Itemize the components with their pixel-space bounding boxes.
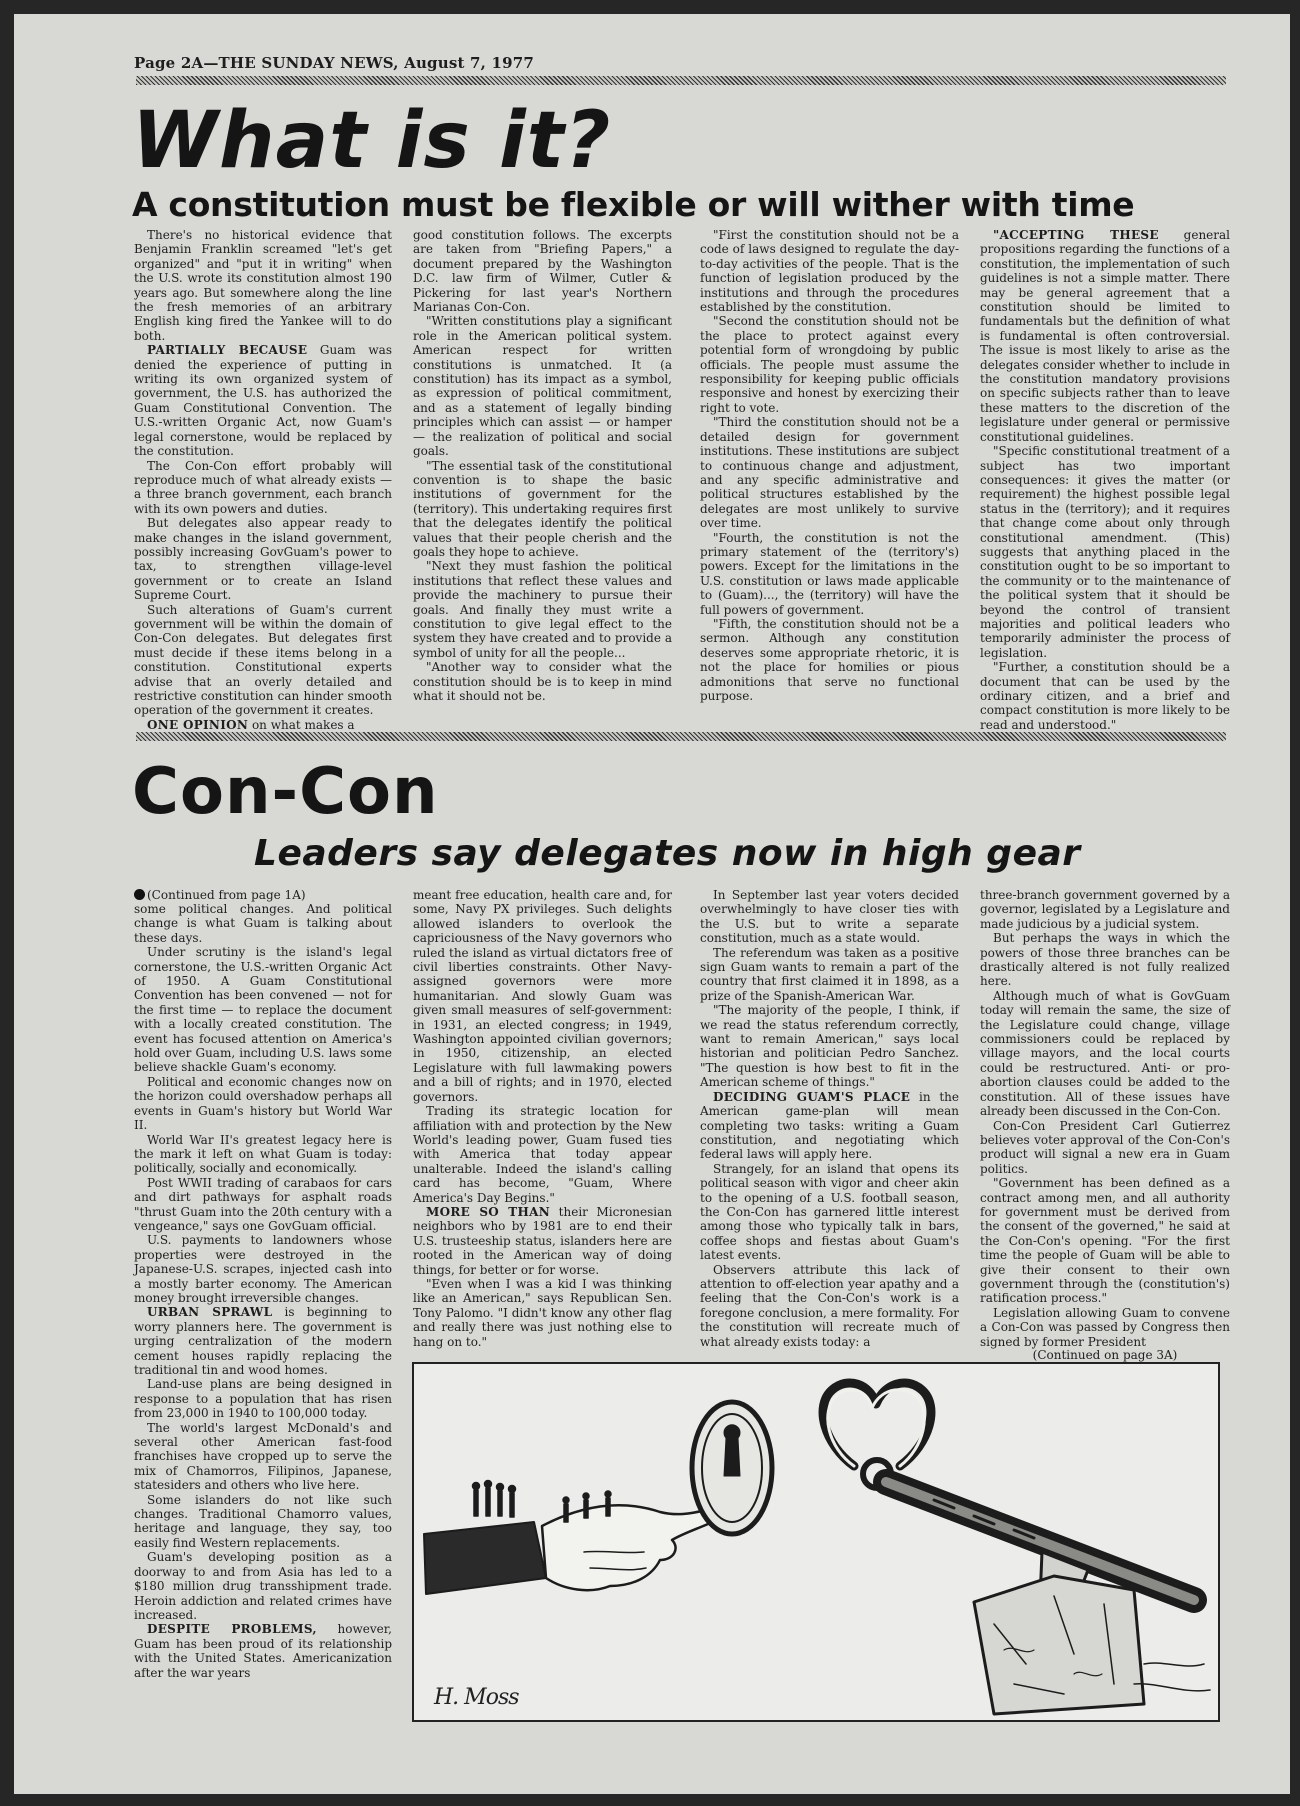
page-folio: Page 2A—THE SUNDAY NEWS, August 7, 1977 (134, 54, 535, 72)
article-paragraph (134, 516, 392, 602)
article-paragraph (134, 1550, 392, 1622)
paragraph-text: "Next they must fashion the political institutions that reflect these values and provide the machinery to pursue their goals. And finally they must write a constitution to give legal effect to the system they have created and to provide a symbol of unity for all the people... (413, 559, 672, 660)
paragraph-text: "Written constitutions play a significant role in the American political system. American respect for written constitutions is unmatched. It (a constitution) has its impact as a symbol, as expression of political commitment, and as a statement of legally binding principles which can assist — or hamper — the realization of political and social goals. (413, 314, 672, 459)
article-paragraph (980, 1176, 1230, 1306)
paragraph-text: In September last year voters decided overwhelmingly to have closer ties with the U.S. but to write a separate constitution, much as a state would. (700, 888, 959, 946)
paragraph-text: Such alterations of Guam's current government will be within the domain of Con-Con delegates. But delegates first must decide if these items belong in a constitution. Constitutional experts advise that an overly detailed and restrictive constitution can hinder smooth operation of the government it creates. (134, 602, 392, 718)
article-paragraph (700, 531, 959, 617)
paragraph-lead-in: DESPITE PROBLEMS, (147, 1622, 317, 1637)
article-paragraph (134, 1421, 392, 1493)
paragraph-text: "Third the constitution should not be a detailed design for government institutions. These institutions are subject to continuous change and adjustment, and any specific administrative and political structures established by the delegates are most unlikely to survive over time. (700, 415, 959, 531)
article-paragraph (700, 314, 959, 415)
paragraph-lead-in: PARTIALLY BECAUSE (147, 343, 308, 358)
article-paragraph (700, 1003, 959, 1089)
article-paragraph (134, 1305, 392, 1377)
article-paragraph (134, 1233, 392, 1305)
article-paragraph (700, 946, 959, 1004)
article-paragraph (700, 888, 959, 946)
editorial-cartoon (412, 1362, 1220, 1722)
story2-deck: Leaders say delegates now in high gear (254, 833, 1081, 874)
article-paragraph (700, 228, 959, 314)
paragraph-text: in the American game-plan will mean completing two tasks: writing a Guam constitution, and negotiating which federal laws will apply here. (700, 1089, 959, 1162)
article-paragraph (134, 1377, 392, 1420)
paragraph-text: Trading its strategic location for affiliation with and protection by the New World's leading power, Guam fused ties with America that today appear unalterable. Indeed the island's calling card has become, "Guam, Where America's Day Begins." (413, 1104, 672, 1205)
paragraph-text: their Micronesian neighbors who by 1981 are to end their U.S. trusteeship status, islanders here are rooted in the American way of doing things, for better or for worse. (413, 1204, 673, 1277)
paragraph-lead-in: MORE SO THAN (426, 1204, 551, 1219)
paragraph-text: Observers attribute this lack of attention to off-election year apathy and a feeling that the Con-Con's work is a foregone conclusion, a mere formality. For the constitution will recreate much of what already exists today: a (700, 1262, 959, 1349)
article-paragraph (413, 1205, 672, 1277)
paragraph-text: three-branch government governed by a governor, legislated by a Legislature and made judicious by a judicial system. (980, 888, 1230, 931)
paragraph-text: There's no historical evidence that Benjamin Franklin screamed "let's get organized" and "put it in writing" when the U.S. wrote its constitution almost 190 years ago. But somewhere along the line the fresh memories of an arbitrary English king fired the Yankee will to do both. (134, 228, 392, 343)
paragraph-text: But perhaps the ways in which the powers of those three branches can be drastically altered is not fully realized here. (980, 931, 1230, 989)
article-paragraph (413, 1277, 672, 1349)
paragraph-text: however, Guam has been proud of its relationship with the United States. Americanization after the war years (134, 1622, 392, 1680)
article-paragraph (134, 603, 392, 718)
paragraph-lead-in: URBAN SPRAWL (147, 1305, 273, 1320)
paragraph-text: U.S. payments to landowners whose properties were destroyed in the Japanese-U.S. scrapes, injected cash into a mostly barter economy. The American money brought irreversible changes. (134, 1233, 392, 1305)
article-paragraph (134, 902, 392, 945)
continued-from-text: (Continued from page 1A) (147, 888, 306, 902)
paragraph-text: "The essential task of the constitutional convention is to shape the basic institutions of government for the (territory). This undertaking requires first that the delegates identify the political values that their people cherish and the goals they hope to achieve. (413, 458, 672, 559)
article-paragraph (413, 228, 672, 314)
article-paragraph (413, 660, 672, 703)
paragraph-text: Guam's developing position as a doorway to and from Asia has led to a $180 million drug transshipment trade. Heroin addiction and related crimes have increased. (134, 1550, 392, 1622)
article-paragraph (134, 718, 392, 732)
paragraph-text: Guam was denied the experience of putting in writing its own organized system of government, the U.S. has authorized the Guam Constitutional Convention. The U.S.-written Organic Act, now Guam's legal cornerstone, would be replaced by the constitution. (134, 343, 392, 459)
newspaper-page (14, 14, 1290, 1794)
paragraph-text: Under scrutiny is the island's legal cornerstone, the U.S.-written Organic Act of 1950. A Guam Constitutional Convention has been convened — not for the first time — to replace the document with a locally created constitution. The event has focused attention on America's hold over Guam, including U.S. laws some believe shackle Guam's economy. (134, 945, 392, 1075)
story1-headline: What is it? (132, 96, 612, 186)
continued-on-text: (Continued on page 3A) (1032, 1348, 1178, 1362)
paragraph-text: Political and economic changes now on the horizon could overshadow perhaps all events in Guam's history but World War II. (134, 1074, 392, 1133)
paragraph-text: general propositions regarding the functions of a constitution, the implementation of such guidelines is not a simple matter. There may be general agreement that a constitution should be limited to fundamentals but the definition of what is fundamental is often controversial. The issue is most likely to arise as the delegates consider whether to include in the constitution mandatory provisions on specific subjects rather than to leave these matters to the discretion of the legislature under general or permissive constitutional guidelines. (980, 228, 1230, 444)
article-paragraph (134, 459, 392, 517)
story1-column-4 (980, 228, 1230, 732)
article-paragraph (134, 228, 392, 343)
paragraph-text: The world's largest McDonald's and several other American fast-food franchises have cropped up to serve the mix of Chamorros, Filipinos, Japanese, statesiders and others who live here. (134, 1420, 392, 1493)
article-paragraph (134, 1622, 392, 1680)
paragraph-text: Land-use plans are being designed in response to a population that has risen from 23,000 in 1940 to 100,000 today. (134, 1377, 392, 1421)
paragraph-text: "Government has been defined as a contract among men, and all authority for government must be derived from the consent of the governed," he said at the Con-Con's opening. "For the first time the people of Guam will be able to give their consent to their own government through the (constitution's) ratification process." (980, 1176, 1230, 1306)
story1-column-1 (134, 228, 392, 732)
paragraph-text: Con-Con President Carl Gutierrez believes voter approval of the Con-Con's product will signal a new era in Guam politics. (980, 1118, 1230, 1176)
article-paragraph (980, 444, 1230, 660)
story2-headline: Con-Con (132, 755, 439, 829)
bullet-icon (134, 889, 145, 900)
article-paragraph (413, 559, 672, 660)
article-paragraph (413, 1104, 672, 1205)
story1-column-2 (413, 228, 672, 703)
story1-column-3 (700, 228, 959, 703)
article-paragraph (134, 1176, 392, 1234)
paragraph-text: "Fourth, the constitution is not the primary statement of the (territory's) powers. Except for the limitations in the U.S. constitution or laws made applicable to (Guam)..., the (territory) will have the full powers of government. (700, 530, 959, 617)
article-paragraph (413, 314, 672, 458)
top-hatched-rule (136, 76, 1226, 85)
paragraph-lead-in: DECIDING GUAM'S PLACE (713, 1089, 911, 1104)
key-and-keyhole-illustration (414, 1364, 1218, 1720)
paragraph-text: some political changes. And political change is what Guam is talking about these days. (134, 902, 392, 945)
paragraph-text: The Con-Con effort probably will reproduce much of what already exists — a three branch government, each branch with its own powers and duties. (134, 458, 392, 516)
paragraph-text: "Even when I was a kid I was thinking like an American," says Republican Sen. Tony Palomo. "I didn't know any other flag and really there was just nothing else to hang on to." (413, 1276, 672, 1349)
paragraph-text: "Fifth, the constitution should not be a sermon. Although any constitution deserves some appropriate rhetoric, it is not the place for homilies or pious admonitions that serve no functional purpose. (700, 616, 959, 703)
article-paragraph (413, 888, 672, 1104)
story1-deck: A constitution must be flexible or will wither with time (132, 185, 1135, 224)
article-paragraph (134, 1133, 392, 1176)
article-paragraph (980, 660, 1230, 732)
paragraph-text: Strangely, for an island that opens its political season with vigor and cheer akin to the opening of a U.S. football season, the Con-Con has garnered little interest among those who typically talk in bars, coffee shops and fiestas about Guam's latest events. (700, 1161, 959, 1263)
article-paragraph (980, 989, 1230, 1119)
article-paragraph (700, 1263, 959, 1349)
paragraph-text: "First the constitution should not be a code of laws designed to regulate the day-to-day activities of the people. That is the function of legislation produced by the institutions and through the procedures established by the constitution. (700, 228, 959, 315)
paragraph-text: meant free education, health care and, for some, Navy PX privileges. Such delights allowed islanders to overlook the capriciousness of the Navy governors who ruled the island as virtual dictators free of civil liberties constraints. Other Navy-assigned governors were more humanitarian. And slowly Guam was given small measures of self-government: in 1931, an elected congress; in 1949, Washington appointed civilian governors; in 1950, citizenship, an elected Legislature with full lawmaking powers and a bill of rights; and in 1970, elected governors. (413, 888, 672, 1104)
paragraph-text: good constitution follows. The excerpts are taken from "Briefing Papers," a document prepared by the Washington D.C. law firm of Wilmer, Cutler & Pickering for last year's Northern Marianas Con-Con. (413, 228, 672, 315)
paragraph-text: is beginning to worry planners here. The government is urging centralization of the modern cement houses rapidly replacing the traditional tin and wood homes. (134, 1305, 392, 1377)
paragraph-text: World War II's greatest legacy here is the mark it left on what Guam is today: politically, socially and economically. (134, 1132, 392, 1176)
story2-column-3 (700, 888, 959, 1349)
article-paragraph (980, 888, 1230, 931)
article-paragraph (980, 228, 1230, 444)
paragraph-text: "Further, a constitution should be a document that can be used by the ordinary citizen, and a brief and compact constitution is more likely to be read and understood." (980, 660, 1230, 732)
article-paragraph (700, 415, 959, 530)
article-paragraph (134, 945, 392, 1075)
paragraph-text: "Specific constitutional treatment of a subject has two important consequences: it gives the matter (or requirement) the highest possible legal status in the (territory); and it requires that change come about only through constitutional amendment. (This) suggests that anything placed in the constitution ought to be so important to the community or to the maintenance of the political system that it should be beyond the control of transient majorities and political leaders who temporarily administer the process of legislation. (980, 444, 1230, 660)
article-paragraph (980, 1119, 1230, 1177)
paragraph-text: Legislation allowing Guam to convene a Con-Con was passed by Congress then signed by former President (980, 1305, 1230, 1349)
story2-column-1 (134, 902, 392, 1680)
article-paragraph (980, 931, 1230, 989)
article-paragraph (134, 343, 392, 458)
cartoonist-signature: H. Moss (434, 1685, 519, 1710)
paragraph-text: "Second the constitution should not be the place to protect against every potential form of wrongdoing by public officials. The people must assume the responsibility for keeping public officials responsive and honest by exercizing their right to vote. (700, 314, 959, 415)
article-paragraph (134, 1493, 392, 1551)
article-paragraph (134, 1075, 392, 1133)
article-paragraph (413, 459, 672, 560)
continued-on-line (980, 1348, 1230, 1362)
story2-column-2 (413, 888, 672, 1349)
paragraph-text: Although much of what is GovGuam today will remain the same, the size of the Legislature could change, village commissioners could be replaced by village mayors, and the local courts could be restructured. Anti- or pro-abortion clauses could be added to the constitution. All of these issues have already been discussed in the Con-Con. (980, 988, 1230, 1119)
paragraph-text: But delegates also appear ready to make changes in the island government, possibly increasing GovGuam's power to tax, to strengthen village-level government or to create an Island Supreme Court. (134, 516, 392, 603)
article-paragraph (700, 1162, 959, 1263)
paragraph-text: Some islanders do not like such changes. Traditional Chamorro values, heritage and language, they say, too easily find Western replacements. (134, 1492, 392, 1550)
keyhole-icon (724, 1425, 740, 1476)
paragraph-text: The referendum was taken as a positive sign Guam wants to remain a part of the country that first claimed it in 1898, as a prize of the Spanish-American War. (700, 945, 959, 1003)
article-paragraph (980, 1306, 1230, 1349)
article-paragraph (700, 1090, 959, 1162)
cuff-shape (424, 1522, 546, 1594)
paragraph-lead-in: "ACCEPTING THESE (993, 228, 1159, 242)
continued-from-line (134, 888, 392, 902)
paragraph-text: "The majority of the people, I think, if we read the status referendum correctly, want to remain American," says local historian and politician Pedro Sanchez. "The question is how best to fit in the American scheme of things." (700, 1003, 959, 1090)
story2-column-4 (980, 888, 1230, 1349)
paragraph-lead-in: ONE OPINION (147, 717, 249, 732)
article-paragraph (700, 617, 959, 703)
paragraph-text: on what makes a (248, 717, 355, 732)
paragraph-text: Post WWII trading of carabaos for cars and dirt pathways for asphalt roads "thrust Guam into the 20th century with a vengeance," says one GovGuam official. (134, 1175, 392, 1233)
middle-hatched-rule (136, 732, 1226, 741)
paragraph-text: "Another way to consider what the constitution should be is to keep in mind what it should not be. (413, 660, 672, 703)
